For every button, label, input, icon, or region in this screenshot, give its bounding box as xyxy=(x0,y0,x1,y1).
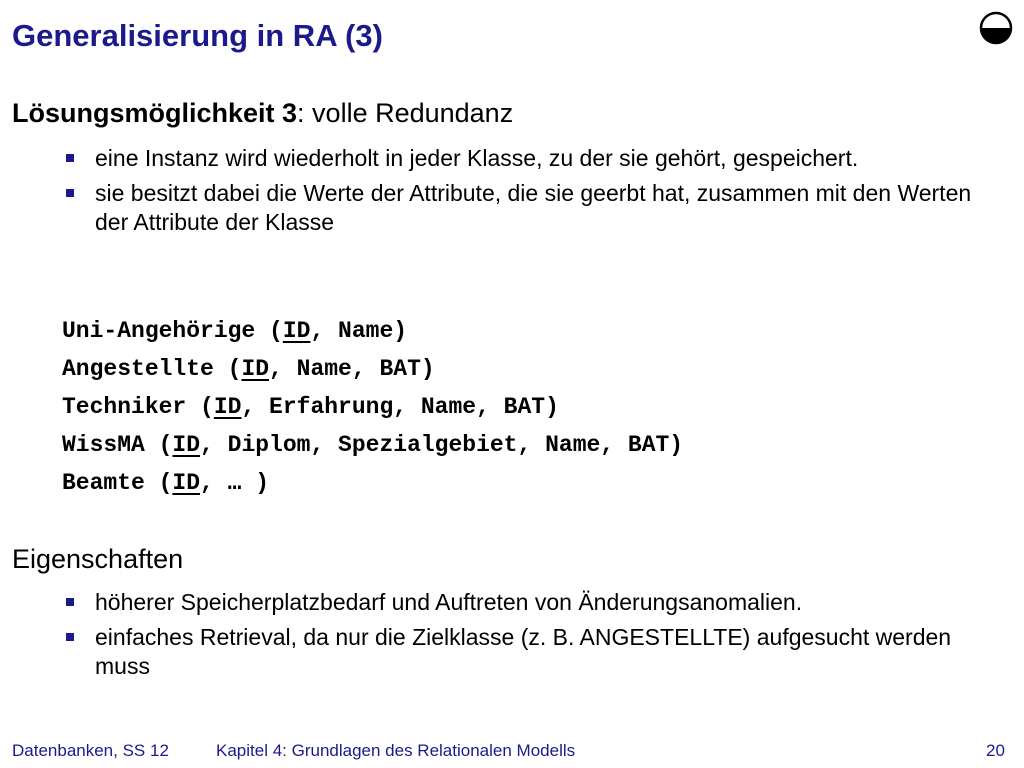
relation-attributes: , Erfahrung, Name, BAT) xyxy=(241,394,559,420)
list-item xyxy=(0,623,995,681)
relation-attributes: , Name) xyxy=(310,318,408,344)
square-bullet-icon xyxy=(66,154,74,162)
properties-heading: Eigenschaften xyxy=(12,544,184,574)
relation-attributes: , Diplom, Spezialgebiet, Name, BAT) xyxy=(200,432,684,458)
relation-schema-list xyxy=(62,314,683,504)
relation-name: Beamte ( xyxy=(62,470,173,496)
footer-course: Datenbanken, SS 12 xyxy=(12,741,169,760)
square-bullet-icon xyxy=(66,189,74,197)
primary-key: ID xyxy=(172,432,201,458)
square-bullet-icon xyxy=(66,633,74,641)
primary-key: ID xyxy=(213,394,242,420)
relation-schema xyxy=(62,390,683,428)
page-number: 20 xyxy=(986,741,1005,760)
primary-key: ID xyxy=(241,356,270,382)
relation-name: Uni-Angehörige ( xyxy=(62,318,283,344)
relation-name: Angestellte ( xyxy=(62,356,242,382)
solution-heading-bold: Lösungsmöglichkeit 3 xyxy=(12,98,298,128)
relation-attributes: , Name, BAT) xyxy=(269,356,435,382)
bullet-text: einfaches Retrieval, da nur die Zielklasse (z. B. ANGESTELLTE) aufgesucht werden muss xyxy=(95,624,952,679)
list-item xyxy=(0,588,995,617)
relation-schema xyxy=(62,466,683,504)
footer-chapter: Kapitel 4: Grundlagen des Relationalen Modells xyxy=(216,741,576,760)
properties-bullet-list xyxy=(0,588,995,687)
primary-key: ID xyxy=(282,318,311,344)
solution-heading-rest: : volle Redundanz xyxy=(297,98,514,128)
relation-attributes: , … ) xyxy=(200,470,270,496)
solution-heading xyxy=(12,98,513,129)
half-filled-circle-icon xyxy=(978,10,1014,46)
relation-schema xyxy=(62,352,683,390)
bullet-text: höherer Speicherplatzbedarf und Auftreten von Änderungsanomalien. xyxy=(95,589,803,615)
relation-schema xyxy=(62,428,683,466)
primary-key: ID xyxy=(172,470,201,496)
relation-name: Techniker ( xyxy=(62,394,214,420)
bullet-text: eine Instanz wird wiederholt in jeder Klasse, zu der sie gehört, gespeichert. xyxy=(95,145,859,171)
list-item xyxy=(0,179,995,237)
relation-schema xyxy=(62,314,683,352)
bullet-text: sie besitzt dabei die Werte der Attribute, die sie geerbt hat, zusammen mit den Werten der Attribute der Klasse xyxy=(95,180,972,235)
slide-title: Generalisierung in RA (3) xyxy=(12,18,383,53)
solution-bullet-list xyxy=(0,144,995,243)
relation-name: WissMA ( xyxy=(62,432,173,458)
list-item xyxy=(0,144,995,173)
square-bullet-icon xyxy=(66,598,74,606)
